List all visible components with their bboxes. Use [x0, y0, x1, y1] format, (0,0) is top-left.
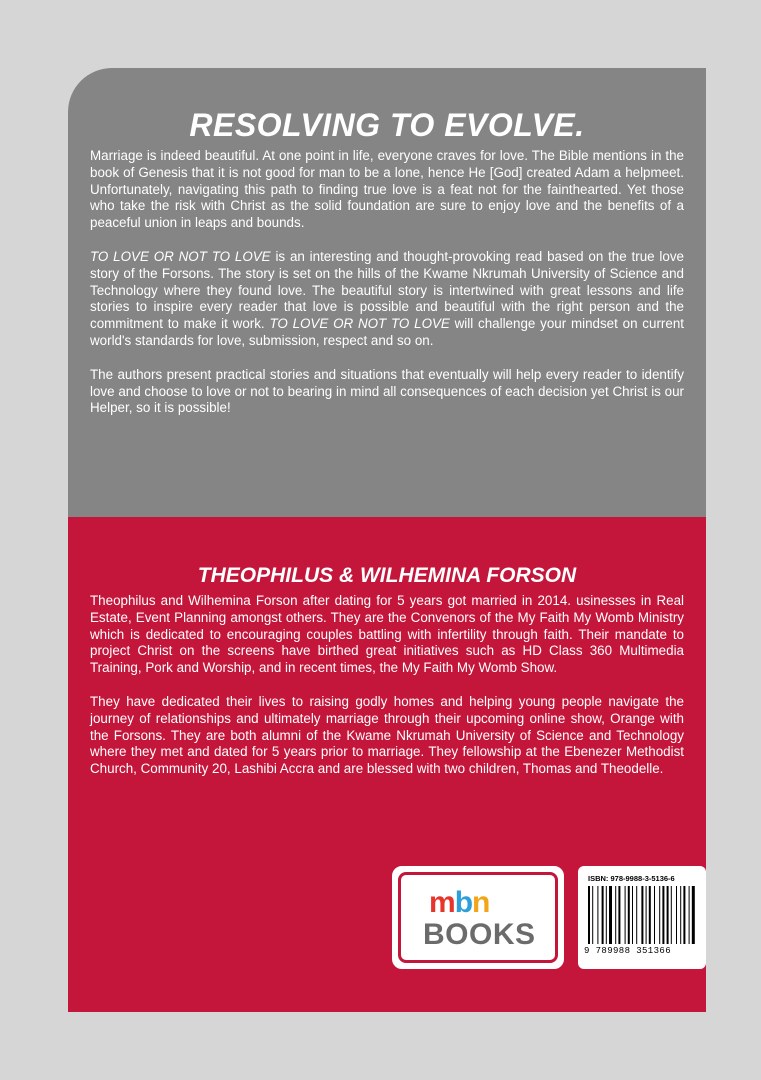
- mbn-wordmark: [429, 887, 489, 919]
- publisher-logo: [392, 866, 564, 969]
- bio-paragraph: They have dedicated their lives to raising godly homes and helping young people navigate the journey of relationships and ultimately marriage through their upcoming online show, Orange with the Forsons. They are both alumni of the Kwame Nkrumah University of Science and Technology where they met and dated for 5 years prior to marriage. They fellowship at the Ebenezer Methodist Church, Community 20, Lashibi Accra and are blessed with two children, Thomas and Theodelle.: [90, 693, 684, 777]
- bio-paragraph: Theophilus and Wilhemina Forson after dating for 5 years got married in 2014. usinesses in Real Estate, Event Planning amongst others. They are the Convenors of the My Faith My Womb Ministry which is dedicated to encouraging couples battling with infertility through faith. Their mandate to project Christ on the screens have birthed great initiatives such as HD Class 360 Multimedia Training, Pork and Worship, and in recent times, the My Faith My Womb Show.: [90, 593, 684, 676]
- synopsis-paragraph: [90, 148, 684, 232]
- isbn-label: ISBN: 978-9988-3-5136-6: [588, 874, 675, 883]
- book-back-cover: [68, 68, 706, 1012]
- barcode-icon: [588, 886, 698, 944]
- book-title-mention: TO LOVE OR NOT TO LOVE: [90, 248, 271, 264]
- synopsis-text-run: will challenge your mindset on current world's standards for love, submission, respect and so on.: [90, 316, 684, 348]
- barcode-digits: 9 789988 351366: [584, 946, 672, 956]
- synopsis-text-run: The authors present practical stories and situations that eventually will help every reader to identify love and choose to love or not to bearing in mind all consequences of each decision yet Christ is our Helper, so it is possible!: [90, 366, 684, 416]
- synopsis-paragraph: [90, 367, 684, 417]
- synopsis-paragraph: [90, 249, 684, 350]
- books-wordmark: BOOKS: [423, 918, 536, 951]
- synopsis-panel: [68, 68, 706, 517]
- isbn-barcode: [578, 866, 706, 969]
- logo-letter: m: [429, 886, 455, 919]
- logo-letter: b: [454, 886, 473, 919]
- synopsis-text-run: is an interesting and thought-provoking read based on the true love story of the Forsons. The story is set on the hills of the Kwame Nkrumah University of Science and Technology where they found love. The beautiful story is intertwined with great lessons and life stories to inspire every reader that love is possible and beautiful with the right person and the commitment to make it work.: [90, 248, 684, 332]
- logo-letter: n: [472, 886, 490, 919]
- authors-heading: THEOPHILUS & WILHEMINA FORSON: [197, 564, 577, 587]
- book-title-mention: TO LOVE OR NOT TO LOVE: [269, 316, 450, 332]
- cover-title: RESOLVING TO EVOLVE.: [189, 107, 585, 143]
- authors-bio: [90, 593, 684, 778]
- synopsis-text-run: Marriage is indeed beautiful. At one point in life, everyone craves for love. The Bible mentions in the book of Genesis that it is not good for man to be a lone, hence He [God] created Adam a helpmeet. Unfortunately, navigating this path to finding true love is a feat not for the fainthearted. Yet those who take the risk with Christ as the solid foundation are sure to enjoy love and the benefits of a peaceful union in leaps and bounds.: [90, 148, 684, 231]
- synopsis-text: [90, 148, 684, 417]
